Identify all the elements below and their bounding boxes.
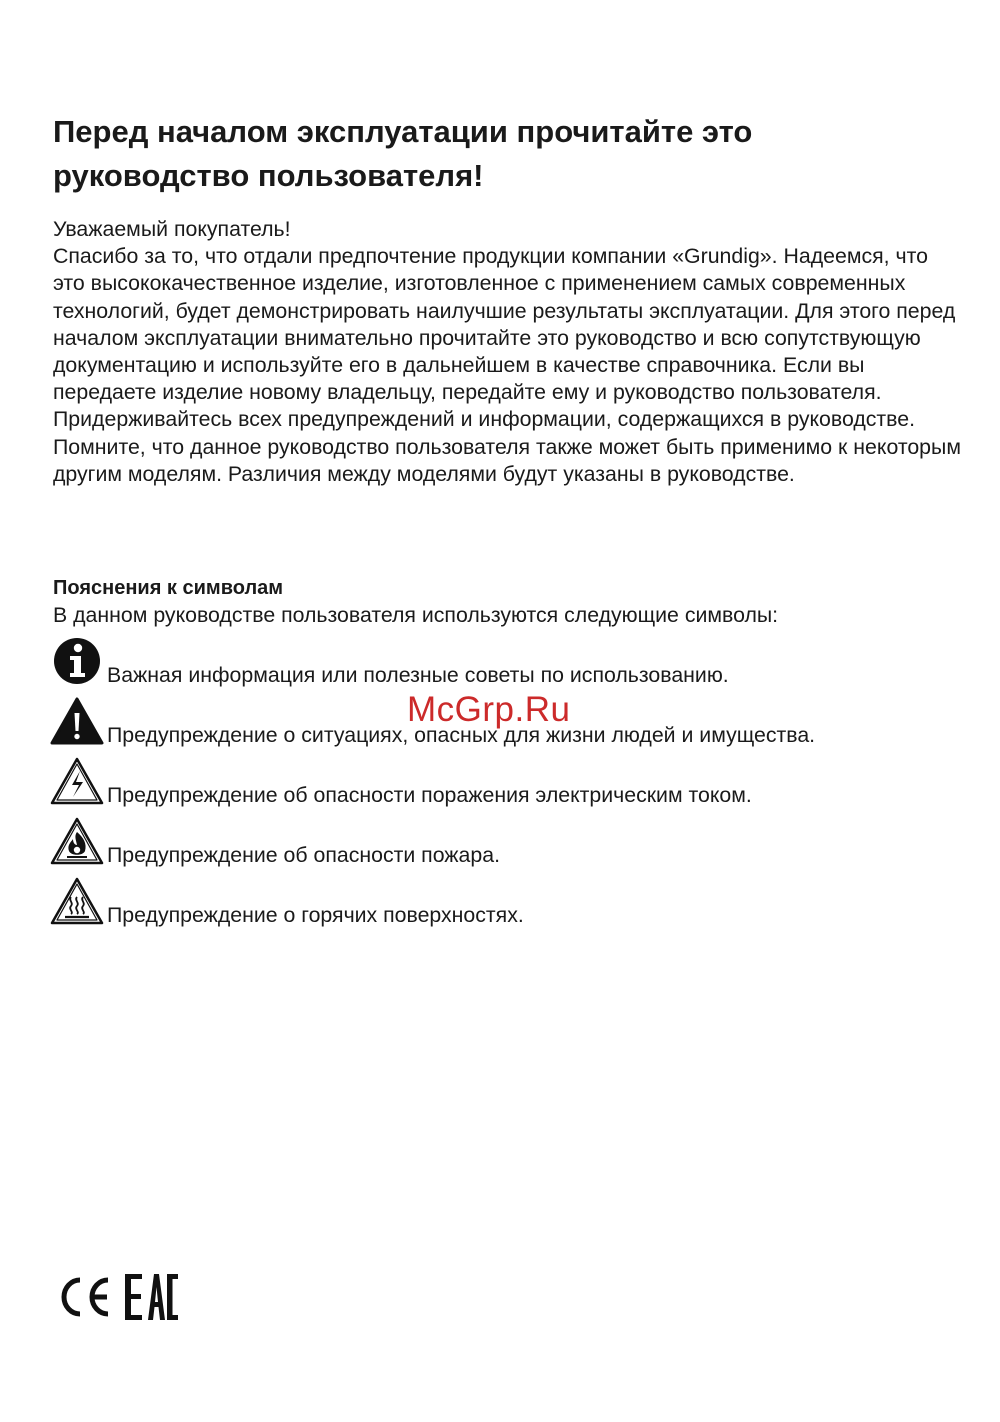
symbol-info-label: Важная информация или полезные советы по использованию. xyxy=(107,663,729,687)
symbol-warning-label: Предупреждение о ситуациях, опасных для жизни людей и имущества. xyxy=(107,723,816,747)
greeting: Уважаемый покупатель! xyxy=(53,217,291,241)
intro-paragraph: Спасибо за то, что отдали предпочтение продукции компании «Grundig». Надеемся, что это высококачественное изделие, изготовленное с применением самых современных технологий, будет демонстрировать наилучшие результаты эксплуатации. Для этого перед началом эксплуатации внимательно прочитайте это руководство и всю сопутствующую документацию и используйте его в дальнейшем в качестве справочника. Если вы передаете изделие новому владельцу, передайте ему и руководство пользователя. Придерживайтесь всех предупреждений и информации, содержащихся в руководстве. xyxy=(53,244,956,432)
eac-mark xyxy=(125,1274,178,1320)
symbol-electric-row xyxy=(50,756,970,808)
page-title: Перед началом эксплуатации прочитайте это руководство пользователя! xyxy=(53,114,753,193)
symbol-hot-surface-label: Предупреждение о горячих поверхностях. xyxy=(107,903,524,927)
ce-mark xyxy=(64,1280,108,1314)
warning-icon xyxy=(50,696,104,748)
watermark: McGrp.Ru xyxy=(407,690,571,729)
fire-hazard-icon xyxy=(50,816,104,868)
electric-shock-icon xyxy=(50,756,104,808)
symbol-fire-row xyxy=(50,816,970,868)
intro-note: Помните, что данное руководство пользователя также может быть применимо к некоторым другим моделям. Различия между моделями будут указаны в руководстве. xyxy=(53,434,961,486)
symbol-fire-label: Предупреждение об опасности пожара. xyxy=(107,843,501,867)
symbol-electric-label: Предупреждение об опасности поражения электрическим током. xyxy=(107,783,752,807)
symbols-heading: Пояснения к символам xyxy=(53,577,284,599)
hot-surface-icon xyxy=(50,876,104,928)
symbol-info-row xyxy=(50,636,970,688)
symbols-intro: В данном руководстве пользователя используются следующие символы: xyxy=(53,603,779,627)
info-icon xyxy=(50,636,104,688)
certification-marks xyxy=(53,1270,183,1324)
symbol-hot-surface-row xyxy=(50,876,970,928)
intro-text xyxy=(53,216,963,488)
